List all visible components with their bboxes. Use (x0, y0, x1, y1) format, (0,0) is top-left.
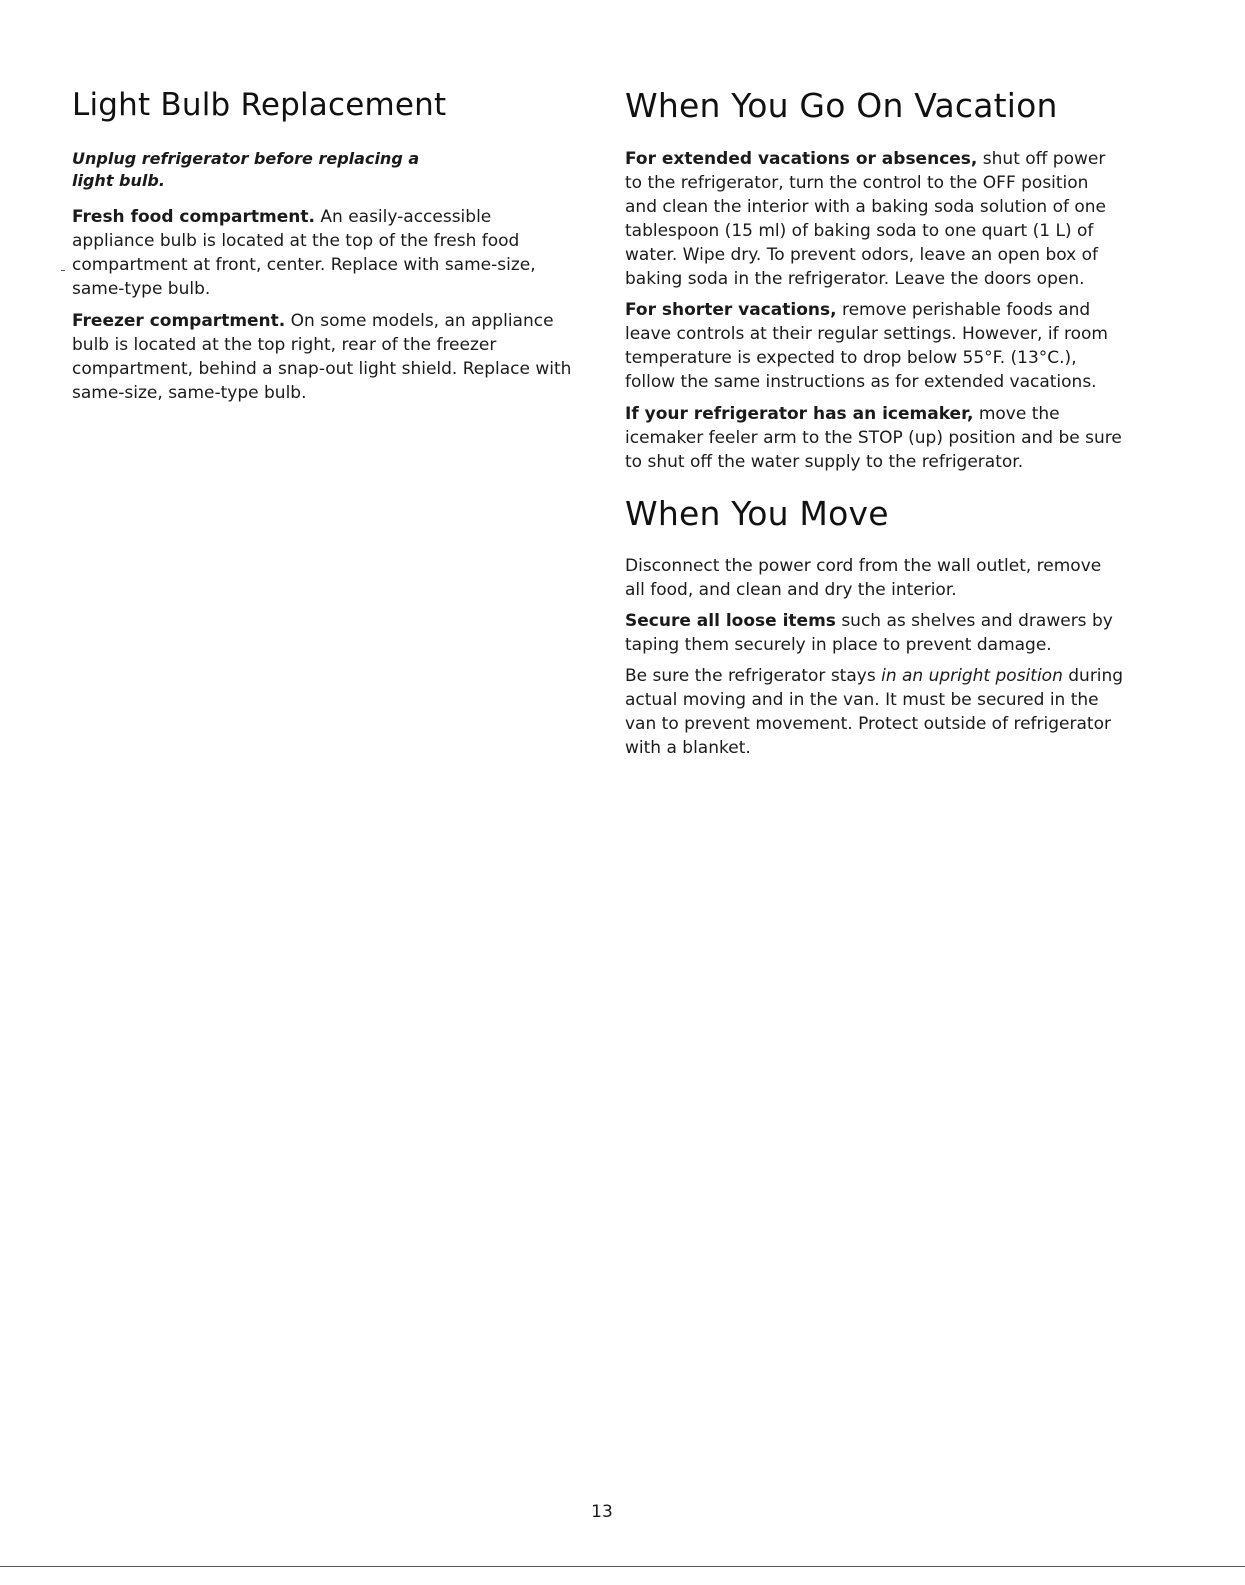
upright-text-after: during actual moving and in the van. It must be secured in the van to prevent movement. Protect outside of refrigerator with a blanket. (625, 666, 1124, 758)
freezer-lead: Freezer compartment. (72, 311, 286, 331)
freezer-paragraph (72, 309, 572, 405)
fresh-food-text (72, 205, 572, 301)
icemaker-body: move the icemaker feeler arm to the STOP (up) position and be sure to shut off the water supply to the refrigerator. (625, 404, 1122, 472)
fresh-food-lead: Fresh food compartment. (72, 207, 315, 227)
extended-vacation-lead: For extended vacations or absences, (625, 149, 978, 169)
extended-vacation-body: shut off power to the refrigerator, turn the control to the OFF position and clean the interior with a baking soda solution of one tablespoon (15 ml) of baking soda to one quart (1 L) of water. Wipe dry. To prevent odors, leave an open box of baking soda in the refrigerator. Leave the doors open. (625, 149, 1106, 289)
upright-text-before: Be sure the refrigerator stays (625, 666, 876, 686)
freezer-text (72, 309, 572, 405)
freezer-body: On some models, an appliance bulb is located at the top right, rear of the freezer compartment, behind a snap-out light shield. Replace with same-size, same-type bulb. (72, 311, 572, 403)
bottom-rule (0, 1566, 1245, 1567)
disconnect-text: Disconnect the power cord from the wall outlet, remove all food, and clean and dry the interior. (625, 556, 1102, 600)
extended-vacation-paragraph (625, 147, 1125, 291)
unplug-warning (72, 148, 432, 192)
shorter-vacation-paragraph (625, 298, 1125, 394)
icemaker-paragraph (625, 402, 1125, 474)
shorter-vacation-lead: For shorter vacations, (625, 300, 837, 320)
icemaker-lead: If your refrigerator has an icemaker, (625, 404, 974, 424)
secure-items-text (625, 609, 1125, 657)
fresh-food-body: An easily-accessible appliance bulb is located at the top of the fresh food compartment at front, center. Replace with same-size, same-type bulb. (72, 207, 536, 299)
secure-items-paragraph (625, 609, 1125, 657)
fresh-food-paragraph (72, 205, 572, 301)
upright-italic: in an upright position (881, 666, 1063, 686)
move-heading: When You Move (625, 494, 889, 533)
light-bulb-heading: Light Bulb Replacement (72, 87, 447, 123)
unplug-warning-text: Unplug refrigerator before replacing a light bulb. (72, 149, 420, 190)
shorter-vacation-text (625, 298, 1125, 394)
shorter-vacation-body: remove perishable foods and leave controls at their regular settings. However, if room temperature is expected to drop below 55°F. (13°C.), follow the same instructions as for extended vacations. (625, 300, 1108, 392)
extended-vacation-text (625, 147, 1125, 291)
disconnect-paragraph (625, 554, 1125, 602)
page-number: 13 (591, 1502, 613, 1522)
upright-paragraph (625, 664, 1125, 760)
secure-items-body: such as shelves and drawers by taping them securely in place to prevent damage. (625, 611, 1113, 655)
secure-items-lead: Secure all loose items (625, 611, 836, 631)
vacation-heading: When You Go On Vacation (625, 86, 1058, 125)
upright-text (625, 664, 1125, 760)
icemaker-text (625, 402, 1125, 474)
margin-mark (61, 270, 65, 271)
